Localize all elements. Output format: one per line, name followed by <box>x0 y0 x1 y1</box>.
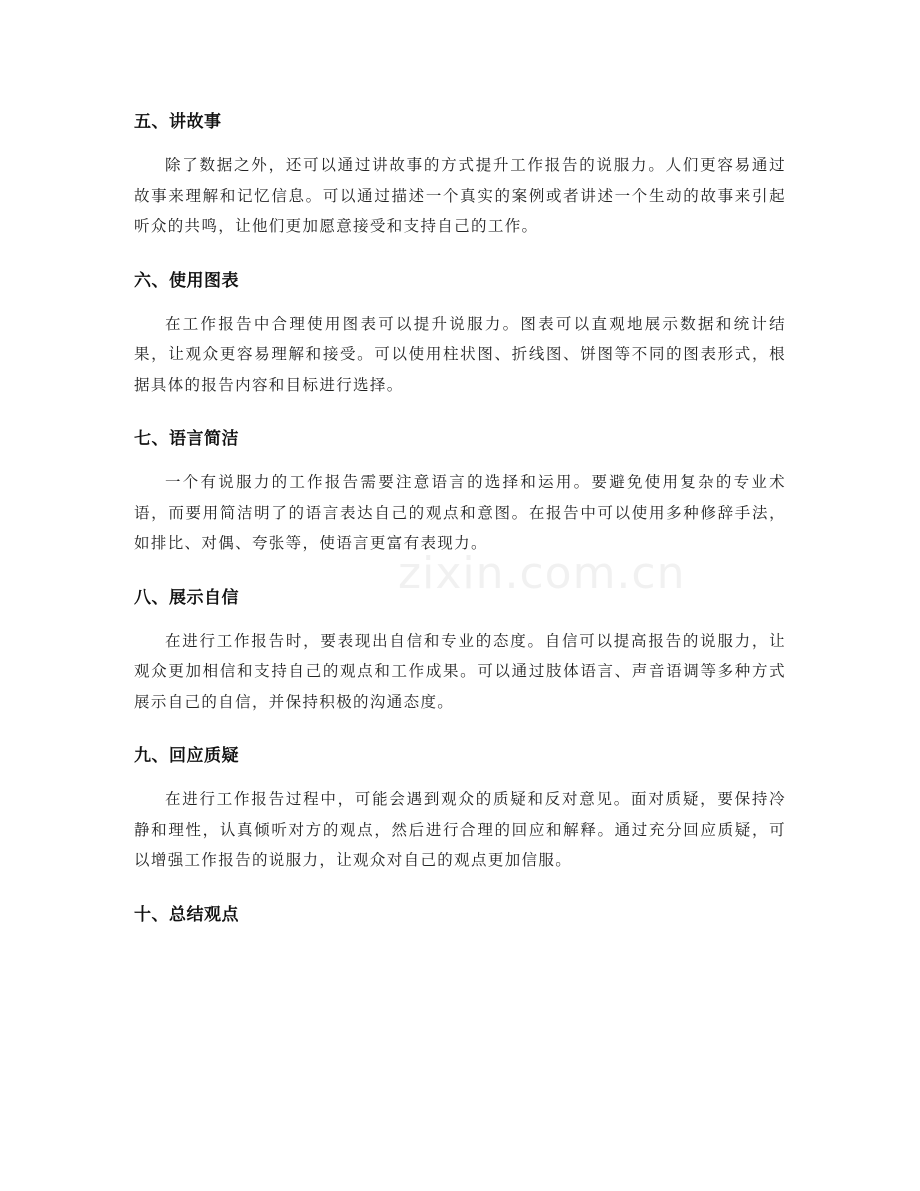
section-paragraph: 一个有说服力的工作报告需要注意语言的选择和运用。要避免使用复杂的专业术语，而要用简洁明了的语言表达自己的观点和意图。在报告中可以使用多种修辞手法，如排比、对偶、夸张等，使语言更富有表现力。 <box>134 473 786 552</box>
section-6 <box>134 263 786 401</box>
document-body <box>134 104 786 943</box>
section-5 <box>134 104 786 242</box>
section-heading: 十、总结观点 <box>134 904 239 925</box>
section-paragraph: 除了数据之外，还可以通过讲故事的方式提升工作报告的说服力。人们更容易通过故事来理解和记忆信息。可以通过描述一个真实的案例或者讲述一个生动的故事来引起听众的共鸣，让他们更加愿意接受和支持自己的工作。 <box>134 156 786 235</box>
section-9 <box>134 738 786 876</box>
section-heading: 五、讲故事 <box>134 112 222 132</box>
section-7 <box>134 421 786 559</box>
section-heading: 七、语言简洁 <box>134 429 239 449</box>
section-paragraph: 在进行工作报告时，要表现出自信和专业的态度。自信可以提高报告的说服力，让观众更加相信和支持自己的观点和工作成果。可以通过肢体语言、声音语调等多种方式展示自己的自信，并保持积极的沟通态度。 <box>134 631 786 711</box>
section-heading: 八、展示自信 <box>134 587 239 608</box>
section-heading: 九、回应质疑 <box>134 746 239 766</box>
watermark-text: zixin.com.cn <box>398 548 686 599</box>
section-10 <box>134 897 786 933</box>
section-paragraph: 在工作报告中合理使用图表可以提升说服力。图表可以直观地展示数据和统计结果，让观众更容易理解和接受。可以使用柱状图、折线图、饼图等不同的图表形式，根据具体的报告内容和目标进行选择。 <box>134 314 786 394</box>
section-8 <box>134 580 786 718</box>
section-heading: 六、使用图表 <box>134 270 239 291</box>
section-paragraph: 在进行工作报告过程中，可能会遇到观众的质疑和反对意见。面对质疑，要保持冷静和理性，认真倾听对方的观点，然后进行合理的回应和解释。通过充分回应质疑，可以增强工作报告的说服力，让观众对自己的观点更加信服。 <box>134 790 786 869</box>
